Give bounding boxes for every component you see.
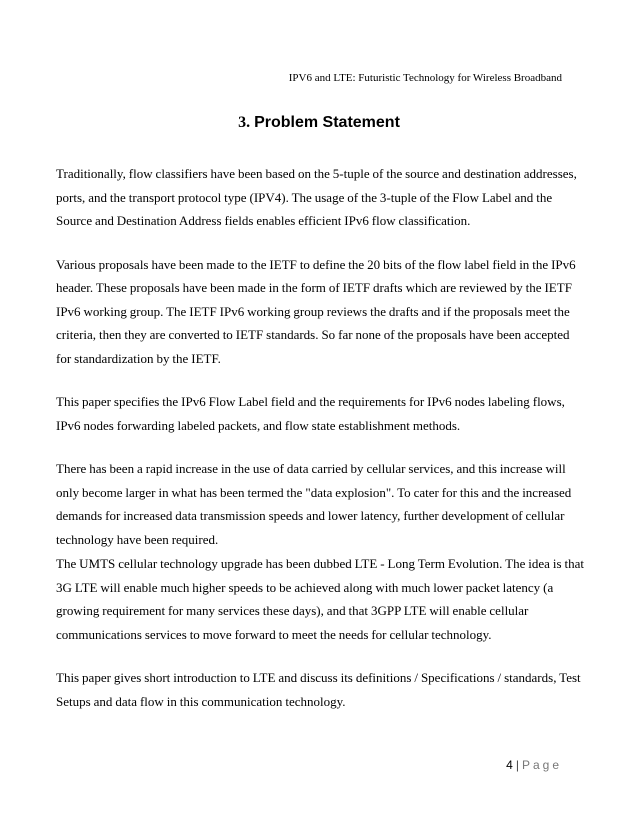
paragraph-data-explosion: There has been a rapid increase in the use of data carried by cellular services, and this increase will only become larger in what has been termed the "data explosion". To cater for this and the increased demands for increased data transmission speeds and lower latency, further development of cellular technology have been required. [56,461,572,547]
paragraph-ietf-proposals: Various proposals have been made to the IETF to define the 20 bits of the flow label field in the IPv6 header. These proposals have been made in the form of IETF drafts which are reviewed by the IETF IPv6 working group. The IETF IPv6 working group reviews the drafts and if the proposals meet the criteria, then they are converted to IETF standards. So far none of the proposals have been accepted for standardization by the IETF. [56,256,576,366]
paragraph-flow-classifiers: Traditionally, flow classifiers have been based on the 5-tuple of the source and destination addresses, ports, and the transport protocol type (IPV4). The usage of the 3-tuple of the Flow Label and the Source and Destination Address fields enables efficient IPv6 flow classification. [56,166,577,228]
paragraph-umts-lte: The UMTS cellular technology upgrade has been dubbed LTE - Long Term Evolution. The idea is that 3G LTE will enable much higher speeds to be achieved along with much lower packet latency (a growing requirement for many services these days), and that 3GPP LTE will enable cellular communications services to move forward to meet the needs for cellular technology. [56,556,585,642]
section-title: Problem Statement [254,114,400,131]
section-number: 3. [238,114,251,131]
page-label: Page [521,758,562,772]
paragraph-paper-scope: This paper gives short introduction to LTE and discuss its definitions / Specifications / standards, Test Setups and data flow in this communication technology. [56,670,581,709]
page-footer [506,758,562,772]
paragraph-flow-label-spec: This paper specifies the IPv6 Flow Label field and the requirements for IPv6 nodes labeling flows, IPv6 nodes forwarding labeled packets, and flow state establishment methods. [56,394,565,433]
page-number: 4 [506,758,513,772]
body-text [56,162,584,733]
page-separator: | [515,758,519,772]
section-heading [0,113,638,133]
running-header: IPV6 and LTE: Futuristic Technology for Wireless Broadband [288,72,562,84]
